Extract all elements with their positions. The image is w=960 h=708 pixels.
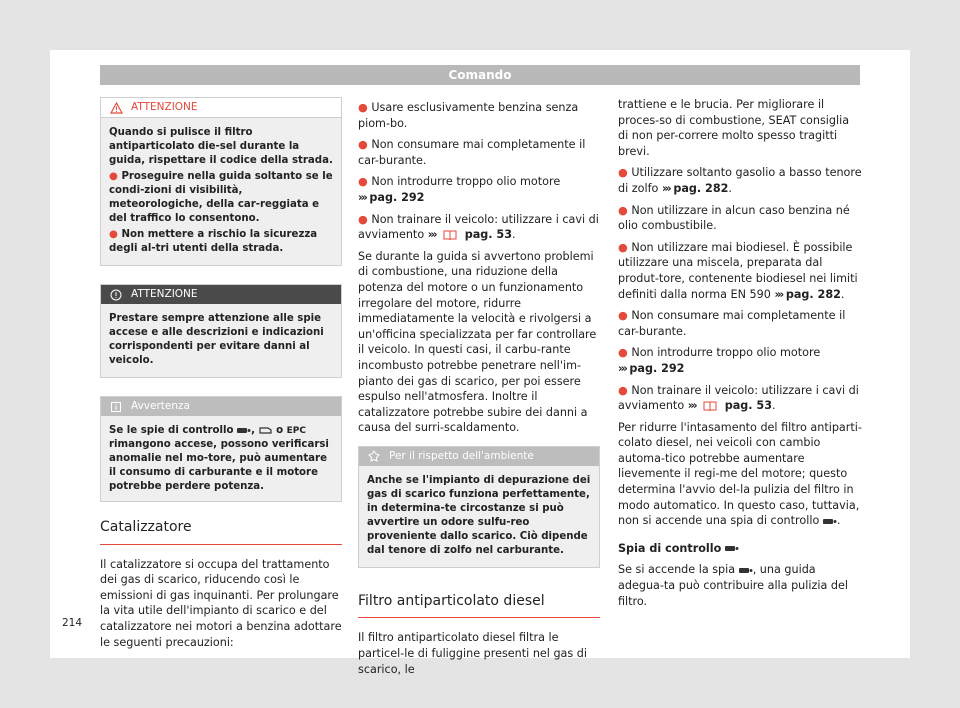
warning-box-2 — [100, 284, 342, 378]
diesel-filter-warning-icon — [823, 517, 837, 526]
body-paragraph: Per ridurre l'intasamento del filtro antiparti-colato diesel, nei veicoli con cambio automa-tico potrebbe aumentare lievemente il regi-me del motore; questo determina l'avvio del-la pulizia del filtro in modo automatico. In questo caso, tuttavia, non si accende una spia di controllo . — [618, 420, 862, 528]
body-paragraph: Se si accende la spia , una guida adegua-ta può contribuire alla pulizia del filtro. — [618, 563, 848, 608]
list-item: ● Non trainare il veicolo: utilizzare i cavi di avviamento ››› pag. 53. — [358, 212, 599, 242]
book-reference-icon — [442, 229, 458, 241]
note-box — [100, 396, 342, 502]
page-reference-link[interactable]: pag. 292 — [629, 361, 685, 375]
warning-box-1-header — [101, 98, 341, 118]
engine-warning-icon — [259, 426, 273, 435]
epc-icon: EPC — [286, 426, 306, 436]
section-title-filtro: Filtro antiparticolato diesel — [358, 594, 600, 619]
list-item: ● Non utilizzare mai biodiesel. È possibile utilizzare una miscela, preparata dal produt-tore, contenente biodiesel nei limiti definiti dalla norma EN 590 ››› pag. 282. — [618, 240, 858, 301]
list-item: ● Utilizzare soltanto gasolio a basso tenore di zolfo ››› pag. 282. — [618, 166, 862, 195]
warning-box-1-body — [101, 118, 341, 265]
page-reference-link[interactable]: pag. 292 — [369, 190, 425, 204]
list-item: ● Non trainare il veicolo: utilizzare i cavi di avviamento ››› pag. 53. — [618, 383, 859, 413]
diesel-filter-warning-icon — [237, 426, 251, 435]
warning-box-1-item: ● Proseguire nella guida soltanto se le condi-zioni di visibilità, meteorologiche, della car-reggiata e del traffico lo consentono. — [109, 171, 333, 224]
note-box-title: Avvertenza — [131, 400, 190, 412]
page-reference-link[interactable]: pag. 282 — [673, 181, 729, 195]
body-paragraph: trattiene e le brucia. Per migliorare il proces-so di combustione, SEAT consiglia di non per-correre molto spesso tragitti brevi. — [618, 98, 850, 158]
page-number: 214 — [62, 617, 83, 629]
warning-box-1 — [100, 97, 342, 266]
column-middle — [358, 100, 600, 683]
info-circle-icon — [109, 288, 123, 302]
list-item: ● Non consumare mai completamente il car-burante. — [618, 309, 846, 338]
column-left — [100, 97, 342, 656]
warning-triangle-icon — [109, 101, 123, 115]
book-reference-icon — [702, 400, 718, 412]
list-item: ● Non utilizzare in alcun caso benzina né olio combustibile. — [618, 203, 850, 233]
diesel-filter-warning-icon — [739, 566, 753, 575]
leaf-icon — [367, 449, 381, 463]
page-reference-link[interactable]: pag. 53 — [464, 228, 512, 242]
section-text-filtro: Il filtro antiparticolato diesel filtra le particel-le di fuliggine presenti nel gas di scarico, le — [358, 631, 588, 676]
subsection-title-spia: Spia di controllo — [618, 541, 862, 557]
warning-box-1-intro: Quando si pulisce il filtro antiparticolato die-sel durante la guida, rispettare il codice della strada. — [109, 127, 333, 166]
environment-box — [358, 446, 600, 568]
environment-box-title: Per il rispetto dell'ambiente — [389, 449, 534, 462]
environment-box-header — [359, 447, 599, 466]
warning-box-2-header — [101, 285, 341, 304]
list-item: ● Usare esclusivamente benzina senza piom-bo. — [358, 101, 579, 130]
section-title-catalizzatore: Catalizzatore — [100, 520, 342, 545]
page-reference-link[interactable]: pag. 53 — [724, 399, 772, 413]
warning-box-1-item: ● Non mettere a rischio la sicurezza degli al-tri utenti della strada. — [109, 229, 318, 254]
page-reference-link[interactable]: pag. 282 — [785, 287, 841, 301]
note-icon — [109, 400, 123, 414]
section-text-catalizzatore: Il catalizzatore si occupa del trattamento dei gas di scarico, riducendo così le emissioni di gas inquinanti. Per prolungare la vita utile dell'impianto di scarico e del catalizzatore nei motori a benzina adottare le seguenti precauzioni: — [100, 557, 342, 649]
list-item: ● Non consumare mai completamente il car-burante. — [358, 138, 586, 167]
note-box-body: Se le spie di controllo , o EPC rimangono accese, possono verificarsi anomalie nel mo-tore, può aumentare il consumo di carburante e il motore potrebbe perdere potenza. — [101, 416, 341, 501]
page-header: Comando — [100, 65, 860, 85]
diesel-filter-warning-icon — [725, 544, 739, 553]
body-paragraph: Se durante la guida si avvertono problemi di combustione, una riduzione della potenza del motore o un funzionamento irregolare del motore, ridurre immediatamente la velocità e rivolgersi a un'officina specializzata per far controllare il veicolo. In questi casi, il carbu-rante incombusto potrebbe penetrare nell'im-pianto dei gas di scarico, per poi essere espulso nell'atmosfera. Inoltre il catalizzatore potrebbe subire dei danni a causa del surri-scaldamento. — [358, 249, 597, 435]
warning-box-1-title: ATTENZIONE — [131, 101, 198, 113]
warning-box-2-title: ATTENZIONE — [131, 288, 198, 300]
note-box-header — [101, 397, 341, 416]
column-right — [618, 97, 862, 615]
list-item: ● Non introdurre troppo olio motore ››› pag. 292 — [618, 346, 821, 375]
list-item: ● Non introdurre troppo olio motore ››› pag. 292 — [358, 175, 561, 204]
environment-box-body: Anche se l'impianto di depurazione dei gas di scarico funziona perfettamente, in determina-te circostanze si può avvertire un odore sulfu-reo proveniente dallo scarico. Ciò dipende dal tenore di zolfo nel carburante. — [359, 466, 599, 567]
warning-box-2-body: Prestare sempre attenzione alle spie accese e alle descrizioni e indicazioni corrispondenti per evitare danni al veicolo. — [101, 304, 341, 377]
